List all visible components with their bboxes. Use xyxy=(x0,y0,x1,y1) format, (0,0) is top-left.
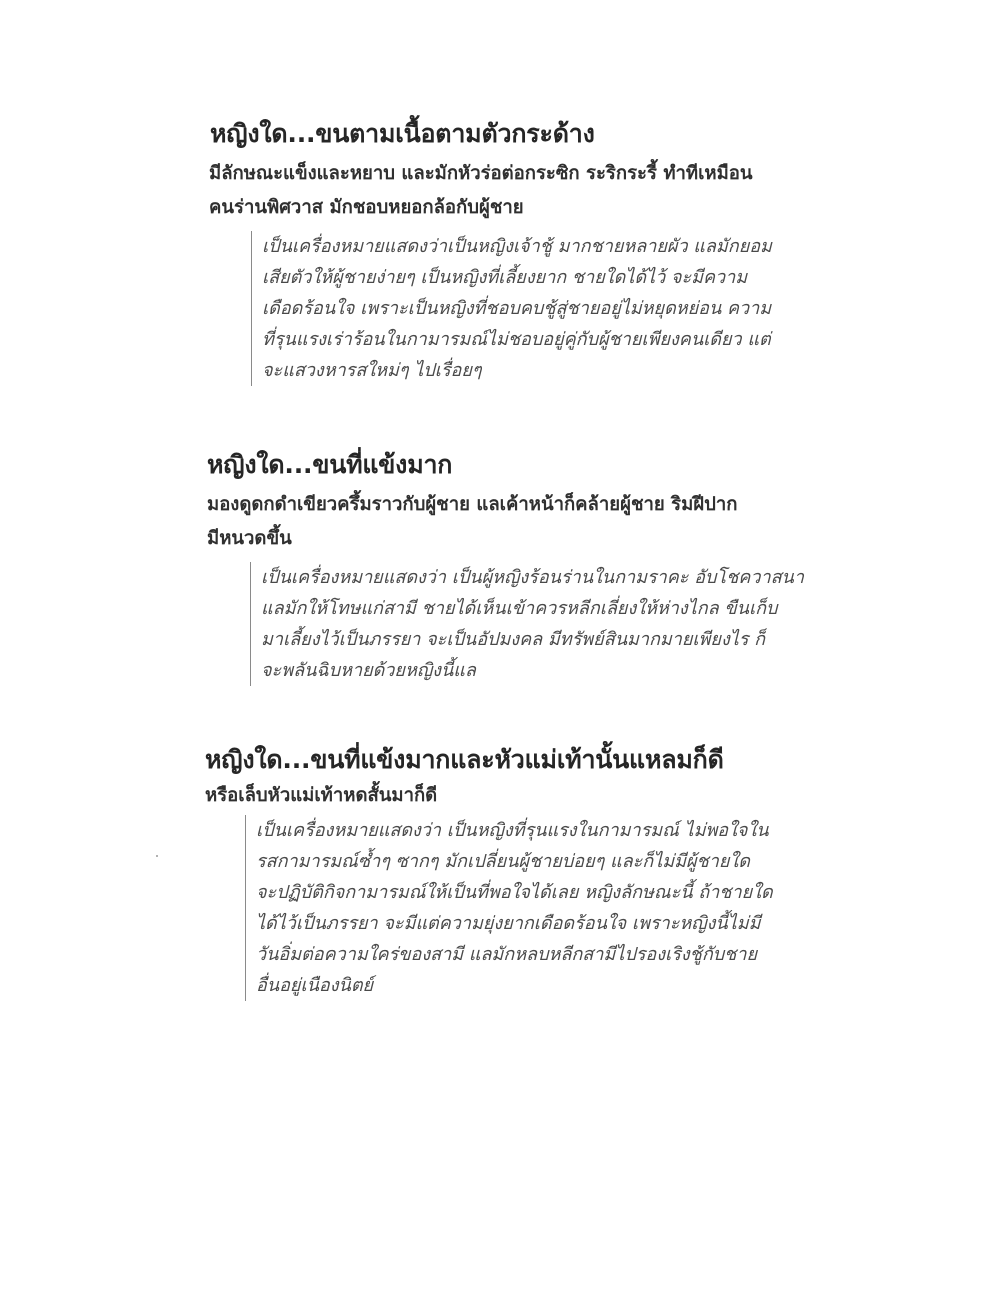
quote-line: เสียตัวให้ผู้ชายง่ายๆ เป็นหญิงที่เลี้ยงยาก ชายใดได้ไว้ จะมีความ xyxy=(262,267,748,288)
description-line: มีลักษณะแข็งและหยาบ และมักหัวร่อต่อกระซิก ระริกระรี้ ทำทีเหมือน xyxy=(209,163,753,184)
section-heading: หญิงใด...ขนที่แข้งมากและหัวแม่เท้านั้นแหลมก็ดี xyxy=(205,745,724,774)
quote-line: วันอิ่มต่อความใคร่ของสามี แลมักหลบหลีกสามีไปรองเริงชู้กับชาย xyxy=(256,944,758,965)
description-line: คนร่านพิศวาส มักชอบหยอกล้อกับผู้ชาย xyxy=(209,197,524,218)
quote-line: ได้ไว้เป็นภรรยา จะมีแต่ความยุ่งยากเดือดร้อนใจ เพราะหญิงนี้ไม่มี xyxy=(256,913,761,934)
scan-speck xyxy=(156,855,158,857)
quote-line: รสกามารมณ์ซ้ำๆ ซากๆ มักเปลี่ยนผู้ชายบ่อยๆ และก็ไม่มีผู้ชายใด xyxy=(256,851,750,872)
quote-line: เป็นเครื่องหมายแสดงว่าเป็นหญิงเจ้าชู้ มากชายหลายผัว แลมักยอม xyxy=(262,236,772,257)
section-heading: หญิงใด...ขนตามเนื้อตามตัวกระด้าง xyxy=(210,119,595,148)
description-line: มองดูดกดำเขียวครึ้มราวกับผู้ชาย แลเค้าหน้าก็คล้ายผู้ชาย ริมฝีปาก xyxy=(207,494,738,515)
quote-line: มาเลี้ยงไว้เป็นภรรยา จะเป็นอัปมงคล มีทรัพย์สินมากมายเพียงไร ก็ xyxy=(261,629,766,650)
quote-line: เดือดร้อนใจ เพราะเป็นหญิงที่ชอบคบชู้สู่ชายอยู่ไม่หยุดหย่อน ความ xyxy=(262,298,772,319)
quote-line: แลมักให้โทษแก่สามี ชายได้เห็นเข้าควรหลีกเลี่ยงให้ห่างไกล ขืนเก็บ xyxy=(261,598,778,619)
quote-line: จะปฏิบัติกิจกามารมณ์ให้เป็นที่พอใจได้เลย หญิงลักษณะนี้ ถ้าชายใด xyxy=(256,882,773,903)
section-heading: หญิงใด...ขนที่แข้งมาก xyxy=(207,450,453,479)
quote-line: อื่นอยู่เนืองนิตย์ xyxy=(256,975,374,996)
description-line: หรือเล็บหัวแม่เท้าหดสั้นมาก็ดี xyxy=(205,785,438,806)
explanation-quote xyxy=(250,562,804,686)
quote-line: จะแสวงหารสใหม่ๆ ไปเรื่อยๆ xyxy=(262,360,482,381)
quote-line: จะพลันฉิบหายด้วยหญิงนี้แล xyxy=(261,660,476,681)
quote-line: เป็นเครื่องหมายแสดงว่า เป็นหญิงที่รุนแรงในกามารมณ์ ไม่พอใจใน xyxy=(256,820,769,841)
explanation-quote xyxy=(251,231,772,386)
description-line: มีหนวดขึ้น xyxy=(207,528,292,549)
explanation-quote xyxy=(245,815,773,1001)
quote-line: เป็นเครื่องหมายแสดงว่า เป็นผู้หญิงร้อนร่านในกามราคะ อับโชควาสนา xyxy=(261,567,804,588)
quote-line: ที่รุนแรงเร่าร้อนในกามารมณ์ไม่ชอบอยู่คู่กับผู้ชายเพียงคนเดียว แต่ xyxy=(262,329,771,350)
